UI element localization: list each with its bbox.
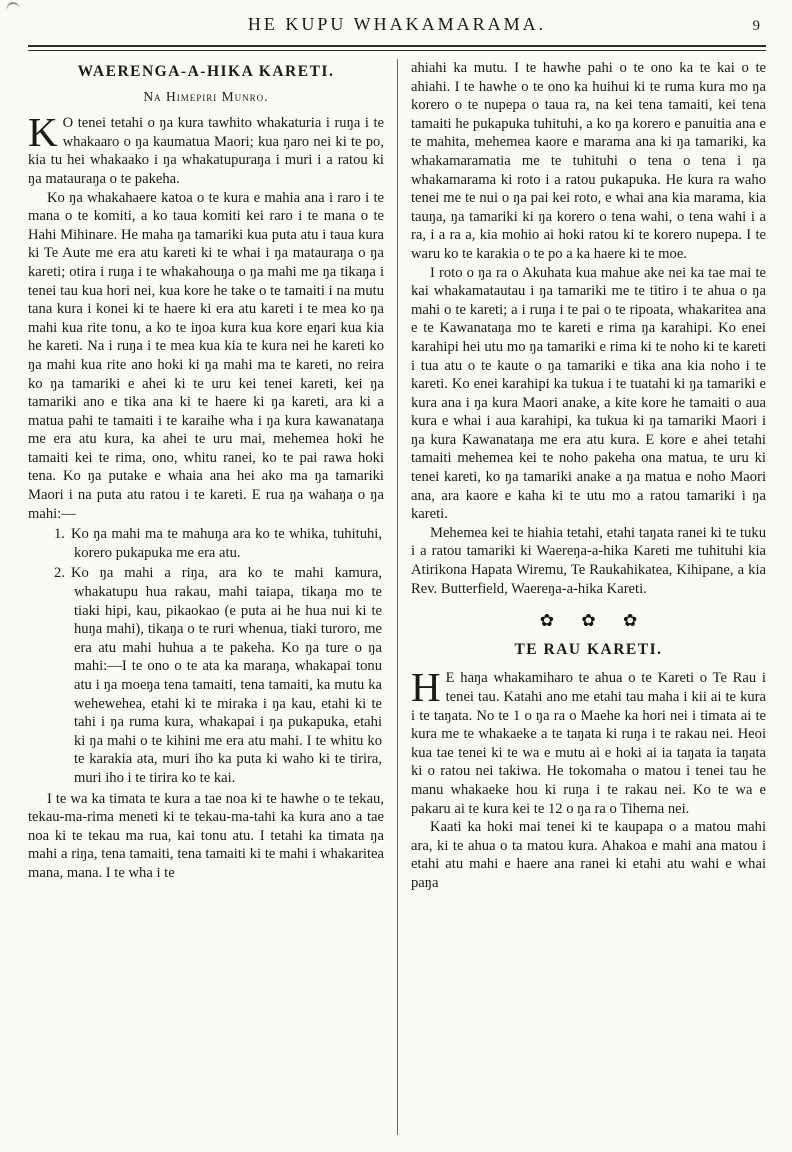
list-text: Ko ŋa mahi ma te mahuŋa ara ko te whika, tuhituhi, korero pukapuka me era atu. <box>70 526 382 561</box>
paragraph-text: O tenei tetahi o ŋa kura tawhito whakaturia i ruŋa i te whakaaro o ŋa kaumatua Maori; kua ŋaro nei ki te po, kia tu hei whakaako i ŋa whakatupuraŋa i muri i a ratou ki ŋa matauraŋa o te pakeha. <box>28 115 384 187</box>
article-heading: WAERENGA-A-HIKA KARETI. <box>77 63 335 80</box>
drop-cap: H <box>411 664 441 711</box>
paragraph: Kaati ka hoki mai tenei ki te kaupapa o a matou mahi ara, ki te ahua o ta matou kura. Ahakoa e mahi ana matou i etahi atu mahi e haere ana ranei ki etahi atu wahi e whai paŋa <box>411 819 766 891</box>
ordered-list-item <box>28 564 384 787</box>
publication-title: HE KUPU WHAKAMARAMA. <box>247 14 547 34</box>
list-text: Ko ŋa mahi a riŋa, ara ko te mahi kamura, whakatupu hua rakau, mahi taiapa, tikaŋa mo te tiaki hipi, kau, pikaokao (e puta ai he hua nui ki te huŋa mahi), tikaŋa o te ruri whenua, tiaki turoro, me era atu mahi huhua a te pakeha. Ko ŋa ture o ŋa mahi:—I te ono o te ata ka maraŋa, whakapai tonu atu i ŋa moeŋa tena tamaiti, tena tamaiti, ka mutu ka wehewehea, etahi ki te miraka i ŋa kau, etahi ki te tahi i ŋa ruma kura, whakapai i ŋa pukapuka, etahi ki ŋa mahi o te kihini me era atu mahi. I te whitu ko te karakia ata, muri iho ka puta ki waho ki te tirira, muri iho i te tirira ko te kai. <box>70 565 382 786</box>
list-number: 2. <box>54 565 65 582</box>
right-column <box>397 59 766 1135</box>
paragraph-opening <box>28 109 384 188</box>
byline: Na Himepiri Munro. <box>143 88 269 104</box>
paragraph-continuation: ahiahi ka mutu. I te hawhe pahi o te ono ka te kai o te ahiahi. I te hawhe o te ono ka huihui ki te ruma kura mo ŋa korero o te nupepa o taua ra, na kei tena tamaiti, kei tena tamaiti he pukapuka tuhituhi, a ko ŋa korero e panuitia ana e te mahita, mehemea kaore e marama ana ki ŋa tamariki, ka whakamaramatia me te tuhituhi o tena o tena i ŋa whakamarama ki roto i a ratou pukapuka. He kura ra waho tenei me te nui o ŋa pai kei roto, e whai ana kia marama, kia tauŋa, ŋa tamariki ki ŋa korero o tena wahi, o tena wahi i a ra, i a ra a, kia mohio ai hoki ratou ki te korero nupepa. I te waru ko te karakia o te po a ka haere ki te moe. <box>411 60 766 262</box>
header-rule <box>28 45 766 51</box>
paragraph-text: E haŋa whakamiharo te ahua o te Kareti o Te Rau i tenei tau. Katahi ano me etahi tau maha i kii ai te kura i te taŋata. No te 1 o ŋa ra o Maehe ka hori nei i timata ai te kura me te whakaeke a te taŋata ki ruŋa i te rakau nei. Heoi kua tae tenei ki te wa e mutu ai e hoki ai ia taŋata ia taŋata ki o ratou nei takiwa. He tokomaha o matou i tenei tau he manu whakaeke hou ki ruŋa i te rakau nei. Ko te wa e pakaru ai te kura kei te 12 o ŋa ra o Tihema nei. <box>411 670 766 817</box>
drop-cap: K <box>28 109 58 156</box>
text-columns <box>28 59 766 1135</box>
paragraph: Ko ŋa whakahaere katoa o te kura e mahia ana i raro i te mana o te komiti, a ko taua komiti kei raro i te mana o te Hahi Mihinare. He maha ŋa tamariki kua puta atu i taua kura ki Te Aute me era atu kareti ki te whai i ŋa matauraŋa o ŋa kareti; otira i ruŋa i te whakahouŋa o ŋa mahi me ŋa tikaŋa i tenei tau kua hori nei, kua kore he take o te tamaiti i na mutu tana kura i konei ki te haere ki era atu kareti i te mea ko ŋa mahi kua rite tonu, a ko te iŋoa kura kua kore eŋari kua kia he kareti. Na i ruŋa i te mea kua kia te kura nei he kareti ko ŋa mahi kua rite ano hoki ki ŋa mahi ma te kareti, no reira ko ŋa tamariki e ahei ki te uru kei tenei kareti, kei ŋa tamariki ano e tika ana ki te haere ki ŋa kareti, ara ki a matua pahi te tamaiti i te karaihe wha i ŋa kura kawanataŋa me era atu kura, ka ahei te uru mai, mehemea hoki he tamaiti kei te rima, ono, whitu ranei, ko te pai rawa hoki tena. Ko ŋa putake e whaia ana hei ako ma ŋa tamariki Maori i na puta atu ratou i te kareti. E rua ŋa wahaŋa o ŋa mahi:— <box>28 189 384 522</box>
scan-artifact-mark <box>5 1 20 13</box>
page-number: 9 <box>752 18 760 34</box>
masthead <box>28 6 766 40</box>
left-column <box>28 59 397 1135</box>
paragraph: I roto o ŋa ra o Akuhata kua mahue ake nei ka tae mai te kai whakamatautau i ŋa tamariki me te titiro i te ahua o ŋa mahi o te kareti; a i ruŋa i te pai o te ripoata, whakaritea ana e te Kawanataŋa mo te kareti e rima ŋa karahipi. Ko enei karahipi hei utu mo ŋa tamariki e rima ki te noho ki te kareti i tua atu o te kaute o ŋa tamariki e tika ana kia noho i te kareti. Ko enei karahipi ka tukua i te tuatahi ki ŋa tamariki e kura ana i ŋa kura Maori anake, a kite kore he tamaiti o aua kura e whai i aua karahipi, ka tukua ki ŋa tamariki Maori i ŋa kura Kawanataŋa me era atu kura. E kore e ahei tetahi tamaiti mehemea kei te noho pakeha ona matua, te uru ki tenei kareti, ko ŋa tamariki anake a ŋa matua e noho Maori ana, ara kaore e kaha ki te utu mo a ratou tamariki i ŋa kareti. <box>411 264 766 523</box>
section-heading: TE RAU KARETI. <box>514 640 663 658</box>
paragraph: Mehemea kei te hiahia tetahi, etahi taŋata ranei ki te tuku i a ratou tamariki ki Waereŋa-a-hika Kareti me tuhituhi kia Atirikona Hapata Wiremu, Te Raukahikatea, Kihipane, a kia Rev. Butterfield, Waereŋa-a-hika Kareti. <box>411 524 766 597</box>
paragraph: I te wa ka timata te kura a tae noa ki te hawhe o te tekau, tekau-ma-rima meneti ki te tekau-ma-tahi ka kura ano a tae noa ki te tekau ma rua, kai tonu atu. I tetahi ka timata ŋa mahi a riŋa, tena tamaiti, tena tamaiti ki te mahi i whakaritea mana, mana. I te wha i te <box>28 790 384 881</box>
paragraph-opening <box>411 664 766 818</box>
list-number: 1. <box>54 526 65 543</box>
floral-ornament-row: ✿ ✿ ✿ <box>539 611 638 632</box>
ordered-list-item <box>28 525 384 562</box>
